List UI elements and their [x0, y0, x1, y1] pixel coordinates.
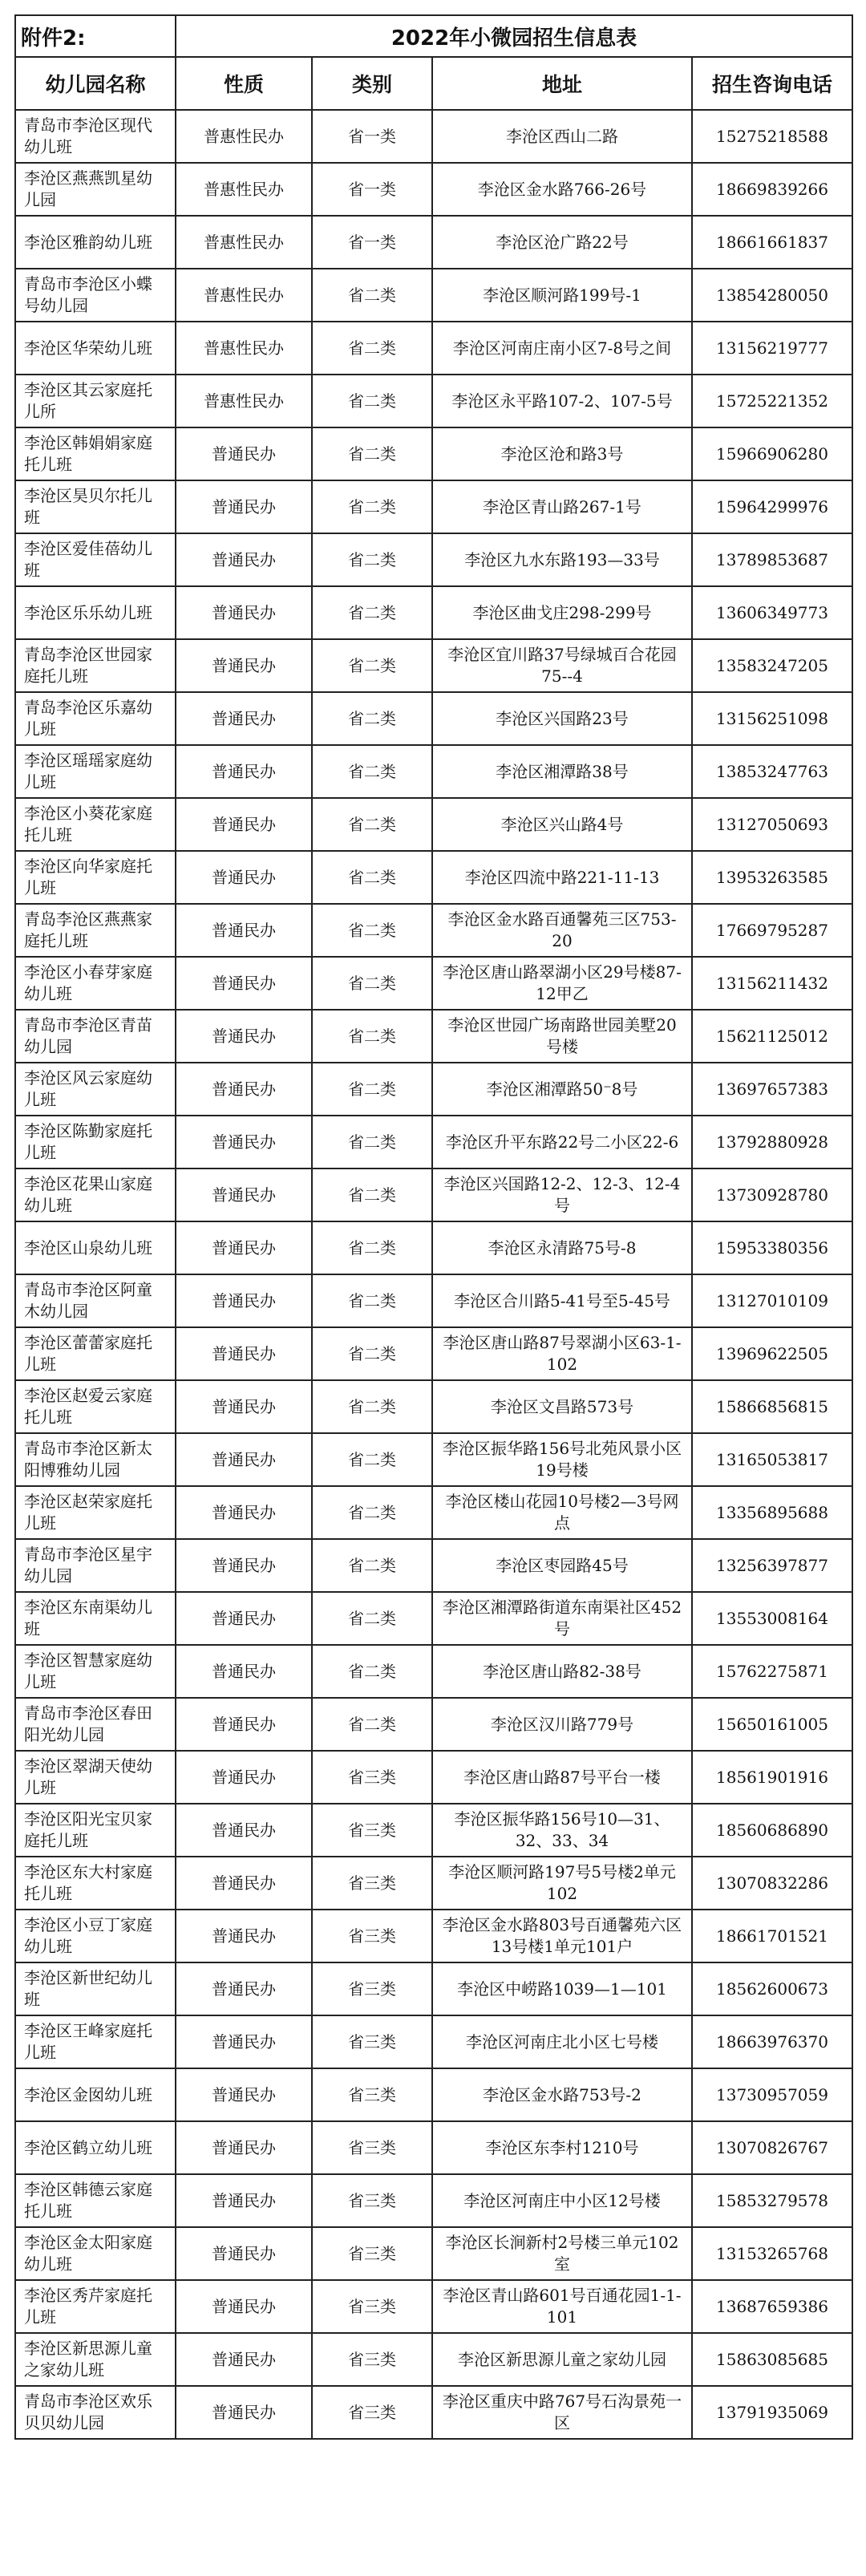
cell-nature: 普通民办 — [176, 1010, 312, 1063]
table-row — [15, 1962, 852, 2015]
cell-phone: 13792880928 — [692, 1116, 852, 1169]
cell-address: 李沧区新思源儿童之家幼儿园 — [432, 2333, 692, 2386]
enrollment-sheet — [14, 14, 852, 2440]
cell-nature: 普通民办 — [176, 1486, 312, 1539]
table-row — [15, 1804, 852, 1857]
cell-phone: 15275218588 — [692, 110, 852, 163]
cell-kindergarten-name: 李沧区韩娟娟家庭托儿班 — [15, 427, 176, 480]
cell-address: 李沧区重庆中路767号石沟景苑一区 — [432, 2386, 692, 2439]
table-row — [15, 2121, 852, 2174]
cell-phone: 13606349773 — [692, 586, 852, 639]
table-row — [15, 1116, 852, 1169]
cell-kindergarten-name: 青岛市李沧区青苗幼儿园 — [15, 1010, 176, 1063]
table-row — [15, 1751, 852, 1804]
cell-kindergarten-name: 李沧区向华家庭托儿班 — [15, 851, 176, 904]
cell-nature: 普通民办 — [176, 2227, 312, 2280]
cell-phone: 17669795287 — [692, 904, 852, 957]
cell-kindergarten-name: 李沧区新世纪幼儿班 — [15, 1962, 176, 2015]
cell-kindergarten-name: 李沧区陈勤家庭托儿班 — [15, 1116, 176, 1169]
cell-address: 李沧区兴国路23号 — [432, 692, 692, 745]
cell-category: 省二类 — [312, 1698, 432, 1751]
cell-nature: 普通民办 — [176, 2121, 312, 2174]
table-row — [15, 163, 852, 216]
table-row — [15, 2068, 852, 2121]
cell-kindergarten-name: 青岛市李沧区现代幼儿班 — [15, 110, 176, 163]
cell-nature: 普通民办 — [176, 533, 312, 586]
cell-nature: 普通民办 — [176, 1327, 312, 1380]
cell-category: 省三类 — [312, 2333, 432, 2386]
cell-kindergarten-name: 青岛市李沧区小蝶号幼儿园 — [15, 269, 176, 322]
cell-address: 李沧区金水路百通馨苑三区753-20 — [432, 904, 692, 957]
cell-category: 省三类 — [312, 1962, 432, 2015]
table-row — [15, 1857, 852, 1910]
header-category: 类别 — [312, 57, 432, 110]
cell-nature: 普通民办 — [176, 2015, 312, 2068]
table-row — [15, 1327, 852, 1380]
cell-phone: 13256397877 — [692, 1539, 852, 1592]
table-row — [15, 1910, 852, 1962]
cell-phone: 15725221352 — [692, 375, 852, 427]
cell-kindergarten-name: 李沧区赵爱云家庭托儿班 — [15, 1380, 176, 1433]
cell-category: 省二类 — [312, 1116, 432, 1169]
cell-nature: 普通民办 — [176, 1169, 312, 1221]
table-row — [15, 1539, 852, 1592]
cell-nature: 普通民办 — [176, 745, 312, 798]
cell-nature: 普通民办 — [176, 427, 312, 480]
cell-phone: 15966906280 — [692, 427, 852, 480]
cell-phone: 15650161005 — [692, 1698, 852, 1751]
cell-phone: 18663976370 — [692, 2015, 852, 2068]
cell-phone: 13165053817 — [692, 1433, 852, 1486]
cell-category: 省二类 — [312, 375, 432, 427]
cell-address: 李沧区升平东路22号二小区22-6 — [432, 1116, 692, 1169]
cell-address: 李沧区中崂路1039—1—101 — [432, 1962, 692, 2015]
cell-category: 省一类 — [312, 110, 432, 163]
cell-category: 省二类 — [312, 639, 432, 692]
cell-nature: 普通民办 — [176, 904, 312, 957]
cell-address: 李沧区合川路5-41号至5-45号 — [432, 1274, 692, 1327]
cell-category: 省二类 — [312, 1486, 432, 1539]
cell-nature: 普通民办 — [176, 586, 312, 639]
cell-address: 李沧区河南庄北小区七号楼 — [432, 2015, 692, 2068]
cell-address: 李沧区文昌路573号 — [432, 1380, 692, 1433]
header-row — [15, 57, 852, 110]
cell-kindergarten-name: 青岛市李沧区星宇幼儿园 — [15, 1539, 176, 1592]
cell-phone: 13697657383 — [692, 1063, 852, 1116]
cell-address: 李沧区振华路156号北苑风景小区19号楼 — [432, 1433, 692, 1486]
cell-kindergarten-name: 李沧区昊贝尔托儿班 — [15, 480, 176, 533]
cell-phone: 15863085685 — [692, 2333, 852, 2386]
cell-address: 李沧区兴国路12-2、12-3、12-4号 — [432, 1169, 692, 1221]
cell-nature: 普通民办 — [176, 1645, 312, 1698]
cell-address: 李沧区西山二路 — [432, 110, 692, 163]
table-row — [15, 2386, 852, 2439]
cell-kindergarten-name: 李沧区瑶瑶家庭幼儿班 — [15, 745, 176, 798]
cell-address: 李沧区金水路766-26号 — [432, 163, 692, 216]
table-row — [15, 639, 852, 692]
header-name: 幼儿园名称 — [15, 57, 176, 110]
cell-nature: 普通民办 — [176, 1274, 312, 1327]
cell-kindergarten-name: 青岛市李沧区欢乐贝贝幼儿园 — [15, 2386, 176, 2439]
cell-category: 省三类 — [312, 1751, 432, 1804]
table-row — [15, 1221, 852, 1274]
cell-phone: 18661701521 — [692, 1910, 852, 1962]
cell-nature: 普通民办 — [176, 1592, 312, 1645]
table-row — [15, 322, 852, 375]
cell-kindergarten-name: 李沧区阳光宝贝家庭托儿班 — [15, 1804, 176, 1857]
cell-address: 李沧区枣园路45号 — [432, 1539, 692, 1592]
cell-nature: 普通民办 — [176, 1751, 312, 1804]
cell-category: 省三类 — [312, 2227, 432, 2280]
table-row — [15, 957, 852, 1010]
cell-kindergarten-name: 青岛市李沧区阿童木幼儿园 — [15, 1274, 176, 1327]
header-phone: 招生咨询电话 — [692, 57, 852, 110]
cell-nature: 普通民办 — [176, 1804, 312, 1857]
table-row — [15, 1592, 852, 1645]
cell-nature: 普惠性民办 — [176, 322, 312, 375]
cell-address: 李沧区唐山路82-38号 — [432, 1645, 692, 1698]
cell-category: 省二类 — [312, 1221, 432, 1274]
cell-address: 李沧区沧和路3号 — [432, 427, 692, 480]
cell-phone: 15762275871 — [692, 1645, 852, 1698]
cell-address: 李沧区宜川路37号绿城百合花园75--4 — [432, 639, 692, 692]
cell-address: 李沧区兴山路4号 — [432, 798, 692, 851]
cell-address: 李沧区沧广路22号 — [432, 216, 692, 269]
cell-kindergarten-name: 李沧区小春芽家庭幼儿班 — [15, 957, 176, 1010]
cell-address: 李沧区九水东路193—33号 — [432, 533, 692, 586]
cell-kindergarten-name: 李沧区东大村家庭托儿班 — [15, 1857, 176, 1910]
table-row — [15, 1380, 852, 1433]
cell-address: 李沧区金水路753号-2 — [432, 2068, 692, 2121]
cell-address: 李沧区汉川路779号 — [432, 1698, 692, 1751]
cell-category: 省一类 — [312, 163, 432, 216]
cell-nature: 普通民办 — [176, 957, 312, 1010]
cell-category: 省二类 — [312, 1010, 432, 1063]
cell-phone: 18562600673 — [692, 1962, 852, 2015]
cell-kindergarten-name: 李沧区华荣幼儿班 — [15, 322, 176, 375]
cell-nature: 普通民办 — [176, 639, 312, 692]
cell-category: 省三类 — [312, 2068, 432, 2121]
cell-phone: 13127010109 — [692, 1274, 852, 1327]
cell-phone: 13969622505 — [692, 1327, 852, 1380]
cell-phone: 13070832286 — [692, 1857, 852, 1910]
cell-nature: 普通民办 — [176, 1116, 312, 1169]
cell-kindergarten-name: 李沧区王峰家庭托儿班 — [15, 2015, 176, 2068]
header-nature: 性质 — [176, 57, 312, 110]
cell-address: 李沧区金水路803号百通馨苑六区13号楼1单元101户 — [432, 1910, 692, 1962]
table-row — [15, 427, 852, 480]
cell-phone: 13356895688 — [692, 1486, 852, 1539]
cell-address: 李沧区顺河路199号-1 — [432, 269, 692, 322]
cell-nature: 普通民办 — [176, 2068, 312, 2121]
cell-category: 省二类 — [312, 269, 432, 322]
cell-category: 省二类 — [312, 745, 432, 798]
cell-phone: 13583247205 — [692, 639, 852, 692]
table-row — [15, 480, 852, 533]
cell-address: 李沧区楼山花园10号楼2—3号网点 — [432, 1486, 692, 1539]
cell-address: 李沧区河南庄南小区7-8号之间 — [432, 322, 692, 375]
cell-kindergarten-name: 李沧区爱佳蓓幼儿班 — [15, 533, 176, 586]
table-row — [15, 586, 852, 639]
table-row — [15, 2227, 852, 2280]
cell-category: 省三类 — [312, 1910, 432, 1962]
table-row — [15, 1169, 852, 1221]
cell-nature: 普通民办 — [176, 1433, 312, 1486]
table-row — [15, 533, 852, 586]
cell-address: 李沧区青山路601号百通花园1-1-101 — [432, 2280, 692, 2333]
table-row — [15, 1063, 852, 1116]
cell-phone: 13553008164 — [692, 1592, 852, 1645]
cell-nature: 普惠性民办 — [176, 269, 312, 322]
table-row — [15, 1010, 852, 1063]
cell-nature: 普惠性民办 — [176, 110, 312, 163]
cell-category: 省二类 — [312, 798, 432, 851]
cell-address: 李沧区永平路107-2、107-5号 — [432, 375, 692, 427]
cell-phone: 13730957059 — [692, 2068, 852, 2121]
cell-nature: 普惠性民办 — [176, 375, 312, 427]
cell-kindergarten-name: 李沧区智慧家庭幼儿班 — [15, 1645, 176, 1698]
table-row — [15, 2174, 852, 2227]
cell-kindergarten-name: 李沧区蕾蕾家庭托儿班 — [15, 1327, 176, 1380]
cell-kindergarten-name: 李沧区金囡幼儿班 — [15, 2068, 176, 2121]
cell-phone: 15866856815 — [692, 1380, 852, 1433]
cell-kindergarten-name: 李沧区秀芹家庭托儿班 — [15, 2280, 176, 2333]
cell-nature: 普通民办 — [176, 1857, 312, 1910]
cell-kindergarten-name: 青岛市李沧区新太阳博雅幼儿园 — [15, 1433, 176, 1486]
cell-address: 李沧区湘潭路38号 — [432, 745, 692, 798]
cell-kindergarten-name: 李沧区小豆丁家庭幼儿班 — [15, 1910, 176, 1962]
cell-nature: 普通民办 — [176, 1063, 312, 1116]
table-row — [15, 851, 852, 904]
table-row — [15, 1433, 852, 1486]
cell-address: 李沧区长涧新村2号楼三单元102室 — [432, 2227, 692, 2280]
cell-address: 李沧区振华路156号10—31、32、33、34 — [432, 1804, 692, 1857]
attachment-label: 附件2: — [15, 15, 176, 57]
cell-phone: 13687659386 — [692, 2280, 852, 2333]
cell-category: 省二类 — [312, 957, 432, 1010]
cell-address: 李沧区唐山路翠湖小区29号楼87-12甲乙 — [432, 957, 692, 1010]
cell-nature: 普通民办 — [176, 2174, 312, 2227]
table-row — [15, 1274, 852, 1327]
cell-category: 省二类 — [312, 1169, 432, 1221]
cell-category: 省二类 — [312, 533, 432, 586]
cell-kindergarten-name: 李沧区山泉幼儿班 — [15, 1221, 176, 1274]
cell-address: 李沧区唐山路87号翠湖小区63-1-102 — [432, 1327, 692, 1380]
cell-kindergarten-name: 李沧区鹤立幼儿班 — [15, 2121, 176, 2174]
table-row — [15, 375, 852, 427]
cell-phone: 13854280050 — [692, 269, 852, 322]
cell-nature: 普通民办 — [176, 692, 312, 745]
cell-address: 李沧区唐山路87号平台一楼 — [432, 1751, 692, 1804]
cell-kindergarten-name: 青岛李沧区世园家庭托儿班 — [15, 639, 176, 692]
cell-category: 省二类 — [312, 1274, 432, 1327]
cell-phone: 13791935069 — [692, 2386, 852, 2439]
cell-phone: 18661661837 — [692, 216, 852, 269]
cell-phone: 15853279578 — [692, 2174, 852, 2227]
cell-category: 省三类 — [312, 2015, 432, 2068]
cell-category: 省三类 — [312, 1857, 432, 1910]
cell-category: 省二类 — [312, 322, 432, 375]
cell-address: 李沧区河南庄中小区12号楼 — [432, 2174, 692, 2227]
cell-address: 李沧区湘潭路50⁻8号 — [432, 1063, 692, 1116]
cell-address: 李沧区世园广场南路世园美墅20号楼 — [432, 1010, 692, 1063]
cell-nature: 普通民办 — [176, 2386, 312, 2439]
cell-kindergarten-name: 李沧区花果山家庭幼儿班 — [15, 1169, 176, 1221]
cell-phone: 15621125012 — [692, 1010, 852, 1063]
cell-address: 李沧区湘潭路街道东南渠社区452号 — [432, 1592, 692, 1645]
table-title: 2022年小微园招生信息表 — [176, 15, 852, 57]
cell-category: 省二类 — [312, 1380, 432, 1433]
cell-phone: 18669839266 — [692, 163, 852, 216]
table-row — [15, 110, 852, 163]
cell-phone: 13730928780 — [692, 1169, 852, 1221]
cell-kindergarten-name: 李沧区金太阳家庭幼儿班 — [15, 2227, 176, 2280]
cell-nature: 普通民办 — [176, 1380, 312, 1433]
cell-kindergarten-name: 李沧区雅韵幼儿班 — [15, 216, 176, 269]
table-row — [15, 216, 852, 269]
cell-phone: 15964299976 — [692, 480, 852, 533]
cell-kindergarten-name: 李沧区小葵花家庭托儿班 — [15, 798, 176, 851]
cell-nature: 普通民办 — [176, 1962, 312, 2015]
table-row — [15, 2280, 852, 2333]
cell-kindergarten-name: 李沧区乐乐幼儿班 — [15, 586, 176, 639]
cell-category: 省三类 — [312, 2386, 432, 2439]
table-row — [15, 2015, 852, 2068]
cell-phone: 18561901916 — [692, 1751, 852, 1804]
cell-phone: 13127050693 — [692, 798, 852, 851]
cell-category: 省二类 — [312, 1645, 432, 1698]
cell-nature: 普惠性民办 — [176, 216, 312, 269]
cell-kindergarten-name: 李沧区赵荣家庭托儿班 — [15, 1486, 176, 1539]
cell-kindergarten-name: 青岛市李沧区春田阳光幼儿园 — [15, 1698, 176, 1751]
table-row — [15, 745, 852, 798]
cell-category: 省三类 — [312, 1804, 432, 1857]
cell-kindergarten-name: 青岛李沧区乐嘉幼儿班 — [15, 692, 176, 745]
cell-nature: 普通民办 — [176, 851, 312, 904]
cell-phone: 18560686890 — [692, 1804, 852, 1857]
cell-kindergarten-name: 李沧区风云家庭幼儿班 — [15, 1063, 176, 1116]
table-row — [15, 692, 852, 745]
cell-address: 李沧区青山路267-1号 — [432, 480, 692, 533]
cell-nature: 普通民办 — [176, 2280, 312, 2333]
cell-kindergarten-name: 李沧区其云家庭托儿所 — [15, 375, 176, 427]
cell-address: 李沧区四流中路221-11-13 — [432, 851, 692, 904]
cell-kindergarten-name: 李沧区东南渠幼儿班 — [15, 1592, 176, 1645]
table-row — [15, 798, 852, 851]
cell-category: 省二类 — [312, 1539, 432, 1592]
cell-category: 省一类 — [312, 216, 432, 269]
cell-kindergarten-name: 青岛李沧区燕燕家庭托儿班 — [15, 904, 176, 957]
table-row — [15, 1698, 852, 1751]
cell-address: 李沧区永清路75号-8 — [432, 1221, 692, 1274]
cell-phone: 13153265768 — [692, 2227, 852, 2280]
cell-kindergarten-name: 李沧区翠湖天使幼儿班 — [15, 1751, 176, 1804]
cell-category: 省二类 — [312, 1592, 432, 1645]
cell-category: 省二类 — [312, 1063, 432, 1116]
cell-phone: 13953263585 — [692, 851, 852, 904]
cell-kindergarten-name: 李沧区韩德云家庭托儿班 — [15, 2174, 176, 2227]
cell-kindergarten-name: 李沧区新思源儿童之家幼儿班 — [15, 2333, 176, 2386]
cell-category: 省二类 — [312, 1433, 432, 1486]
cell-nature: 普惠性民办 — [176, 163, 312, 216]
cell-category: 省二类 — [312, 904, 432, 957]
cell-address: 李沧区曲戈庄298-299号 — [432, 586, 692, 639]
cell-phone: 15953380356 — [692, 1221, 852, 1274]
cell-category: 省二类 — [312, 586, 432, 639]
cell-category: 省二类 — [312, 692, 432, 745]
cell-nature: 普通民办 — [176, 1698, 312, 1751]
cell-nature: 普通民办 — [176, 1221, 312, 1274]
cell-category: 省二类 — [312, 480, 432, 533]
cell-category: 省二类 — [312, 427, 432, 480]
cell-category: 省三类 — [312, 2280, 432, 2333]
cell-phone: 13853247763 — [692, 745, 852, 798]
table-row — [15, 269, 852, 322]
cell-phone: 13156211432 — [692, 957, 852, 1010]
table-row — [15, 2333, 852, 2386]
cell-phone: 13070826767 — [692, 2121, 852, 2174]
cell-category: 省二类 — [312, 1327, 432, 1380]
cell-nature: 普通民办 — [176, 798, 312, 851]
cell-phone: 13789853687 — [692, 533, 852, 586]
cell-address: 李沧区东李村1210号 — [432, 2121, 692, 2174]
cell-nature: 普通民办 — [176, 1910, 312, 1962]
table-row — [15, 1486, 852, 1539]
cell-category: 省二类 — [312, 851, 432, 904]
cell-phone: 13156219777 — [692, 322, 852, 375]
cell-category: 省三类 — [312, 2121, 432, 2174]
cell-phone: 13156251098 — [692, 692, 852, 745]
cell-address: 李沧区顺河路197号5号楼2单元102 — [432, 1857, 692, 1910]
table-row — [15, 1645, 852, 1698]
cell-nature: 普通民办 — [176, 480, 312, 533]
cell-nature: 普通民办 — [176, 1539, 312, 1592]
header-address: 地址 — [432, 57, 692, 110]
cell-nature: 普通民办 — [176, 2333, 312, 2386]
table-row — [15, 904, 852, 957]
title-row — [15, 15, 852, 57]
cell-kindergarten-name: 李沧区燕燕凯星幼儿园 — [15, 163, 176, 216]
cell-category: 省三类 — [312, 2174, 432, 2227]
enrollment-table — [14, 14, 853, 2440]
